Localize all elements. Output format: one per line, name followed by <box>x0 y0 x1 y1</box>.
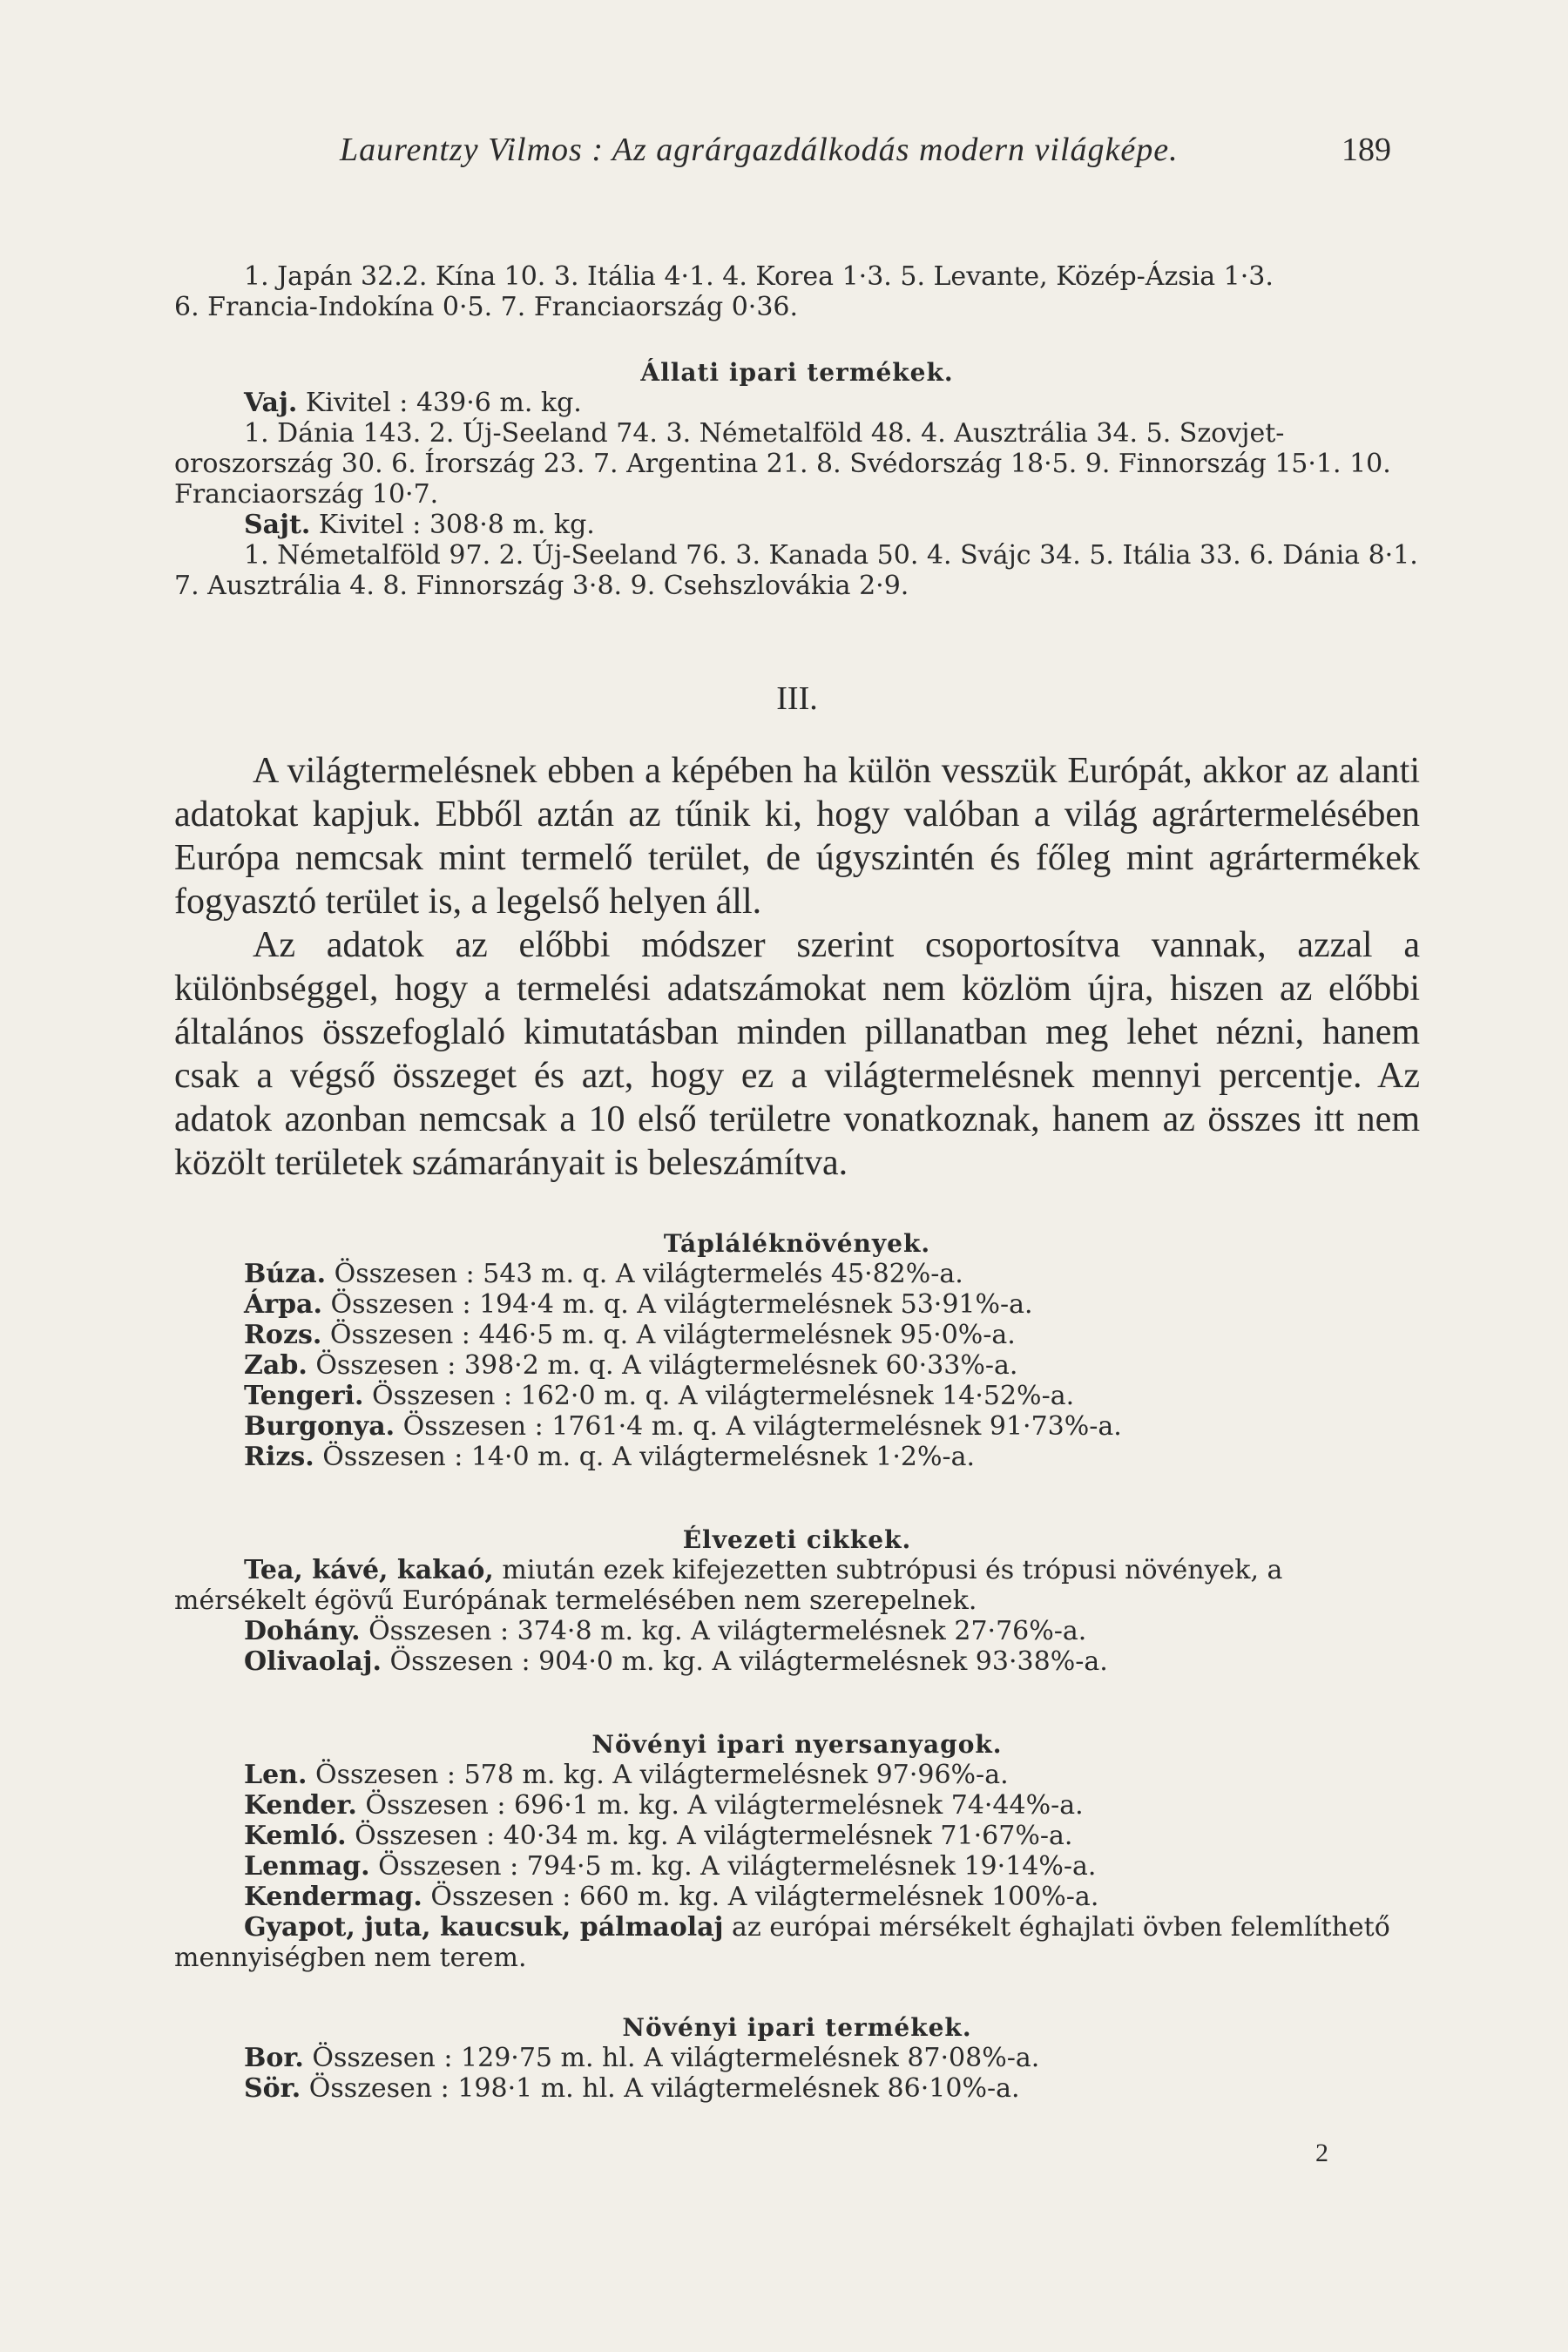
luxury-intro-text: miután ezek kifejezetten subtrópusi és trópusi növények, a mérsékelt égövű Európának termelésében nem szerepelnek. <box>174 1555 1283 1616</box>
plant-raw-row-label: Kendermag. <box>244 1882 422 1912</box>
food-row-text: Összesen : 194·4 m. q. A világtermelésnek 53·91%-a. <box>330 1289 1033 1320</box>
plant-products-row-text: Összesen : 129·75 m. hl. A világtermelésnek 87·08%-a. <box>312 2043 1040 2073</box>
food-row <box>174 1442 1420 1472</box>
sajt-line <box>174 510 1420 540</box>
food-row-text: Összesen : 1761·4 m. q. A világtermelésnek 91·73%-a. <box>402 1411 1122 1442</box>
animal-section <box>174 357 1420 601</box>
plant-raw-row-text: Összesen : 696·1 m. kg. A világtermelésnek 74·44%-a. <box>365 1790 1084 1821</box>
food-row-text: Összesen : 162·0 m. q. A világtermelésnek 14·52%-a. <box>372 1381 1075 1411</box>
food-row-label: Rozs. <box>244 1320 322 1350</box>
running-head: Laurentzy Vilmos : Az agrárgazdálkodás modern világképe. <box>340 132 1179 168</box>
top-list <box>174 261 1420 322</box>
food-row <box>174 1381 1420 1411</box>
plant-raw-note-label: Gyapot, juta, kaucsuk, pálmaolaj <box>244 1912 724 1943</box>
plant-products-heading: Növényi ipari termékek. <box>622 2013 972 2042</box>
luxury-intro <box>174 1555 1420 1616</box>
plant-products-section <box>174 2012 1420 2104</box>
food-row-text: Összesen : 543 m. q. A világtermelés 45·82%-a. <box>334 1259 963 1289</box>
top-list-line-2: 6. Francia-Indokína 0·5. 7. Franciaország 0·36. <box>174 292 799 322</box>
top-list-line-1: 1. Japán 32.2. Kína 10. 3. Itália 4·1. 4. Korea 1·3. 5. Levante, Közép-Ázsia 1·3. <box>244 261 1274 292</box>
plant-raw-row-label: Lenmag. <box>244 1851 370 1882</box>
plant-raw-section <box>174 1729 1420 1973</box>
plant-raw-row-text: Összesen : 794·5 m. kg. A világtermelésnek 19·14%-a. <box>378 1851 1097 1882</box>
plant-products-row-label: Bor. <box>244 2043 304 2073</box>
luxury-section <box>174 1524 1420 1677</box>
luxury-heading: Élvezeti cikkek. <box>682 1525 912 1554</box>
food-row <box>174 1289 1420 1320</box>
vaj-label: Vaj. <box>244 388 298 418</box>
luxury-row-text: Összesen : 374·8 m. kg. A világtermelésnek 27·76%-a. <box>368 1616 1087 1646</box>
plant-raw-row-label: Kemló. <box>244 1821 347 1851</box>
plant-raw-row <box>174 1790 1420 1821</box>
vaj-export: Kivitel : 439·6 m. kg. <box>305 388 582 418</box>
plant-raw-row <box>174 1851 1420 1882</box>
plant-raw-row-text: Összesen : 660 m. kg. A világtermelésnek 100%-a. <box>430 1882 1099 1912</box>
plant-products-row <box>174 2043 1420 2073</box>
food-row <box>174 1320 1420 1350</box>
plant-raw-row-label: Kender. <box>244 1790 357 1821</box>
luxury-row <box>174 1616 1420 1646</box>
food-row-label: Árpa. <box>244 1289 322 1320</box>
sajt-export: Kivitel : 308·8 m. kg. <box>318 510 595 540</box>
plant-raw-row-text: Összesen : 40·34 m. kg. A világtermelésnek 71·67%-a. <box>355 1821 1073 1851</box>
luxury-row-text: Összesen : 904·0 m. kg. A világtermelésnek 93·38%-a. <box>389 1646 1108 1677</box>
luxury-row <box>174 1646 1420 1677</box>
food-row-label: Rizs. <box>244 1442 314 1472</box>
section-body <box>174 749 1420 1185</box>
food-row-text: Összesen : 446·5 m. q. A világtermelésnek 95·0%-a. <box>329 1320 1016 1350</box>
plant-raw-heading: Növényi ipari nyersanyagok. <box>591 1730 1003 1759</box>
plant-products-row-text: Összesen : 198·1 m. hl. A világtermelésnek 86·10%-a. <box>308 2073 1020 2104</box>
food-row-text: Összesen : 14·0 m. q. A világtermelésnek 1·2%-a. <box>322 1442 976 1472</box>
plant-raw-row <box>174 1760 1420 1790</box>
plant-raw-row-label: Len. <box>244 1760 308 1790</box>
section-paragraph-1: A világtermelésnek ebben a képében ha külön vesszük Európát, akkor az alanti adatokat kapjuk. Ebből aztán az tűnik ki, hogy valóban a világ agrártermelésében Európa nemcsak mint termelő terület, de úgyszintén és főleg mint agrártermékek fogyasztó terület is, a legelső helyen áll. <box>174 751 1420 922</box>
plant-raw-note-text: az európai mérsékelt éghajlati övben felemlíthető mennyiségben nem terem. <box>174 1912 1390 1973</box>
sajt-label: Sajt. <box>244 510 311 540</box>
food-row-label: Burgonya. <box>244 1411 395 1442</box>
signature-mark: 2 <box>1315 2139 1328 2167</box>
plant-raw-row-text: Összesen : 578 m. kg. A világtermelésnek 97·96%-a. <box>314 1760 1009 1790</box>
plant-products-row-label: Sör. <box>244 2073 301 2104</box>
plant-products-row <box>174 2073 1420 2104</box>
luxury-intro-label: Tea, kávé, kakaó, <box>244 1555 494 1585</box>
food-row-text: Összesen : 398·2 m. q. A világtermelésnek 60·33%-a. <box>315 1350 1018 1381</box>
sajt-list: 1. Németalföld 97. 2. Új-Seeland 76. 3. Kanada 50. 4. Svájc 34. 5. Itália 33. 6. Dánia 8·1. 7. Ausztrália 4. 8. Finnország 3·8. 9. Csehszlovákia 2·9. <box>174 540 1418 601</box>
plant-raw-note <box>174 1912 1420 1973</box>
food-section <box>174 1228 1420 1472</box>
page-number: 189 <box>1342 132 1391 168</box>
food-row-label: Zab. <box>244 1350 308 1381</box>
vaj-line <box>174 388 1420 418</box>
food-row-label: Búza. <box>244 1259 327 1289</box>
luxury-row-label: Olivaolaj. <box>244 1646 382 1677</box>
food-row <box>174 1411 1420 1442</box>
section-paragraph-2: Az adatok az előbbi módszer szerint csoportosítva vannak, azzal a különbséggel, hogy a termelési adatszámokat nem közlöm újra, hiszen az előbbi általános összefoglaló kimutatásban minden pillanatban meg lehet nézni, hanem csak a végső összeget és azt, hogy ez a világtermelésnek mennyi percentje. Az adatok azonban nemcsak a 10 első területre vonatkoznak, hanem az összes itt nem közölt területek számarányait is beleszámítva. <box>174 925 1420 1183</box>
plant-raw-row <box>174 1821 1420 1851</box>
animal-heading: Állati ipari termékek. <box>640 358 954 387</box>
food-heading: Tápláléknövények. <box>663 1229 931 1258</box>
luxury-row-label: Dohány. <box>244 1616 361 1646</box>
food-row <box>174 1350 1420 1381</box>
food-row-label: Tengeri. <box>244 1381 364 1411</box>
vaj-list: 1. Dánia 143. 2. Új-Seeland 74. 3. Németalföld 48. 4. Ausztrália 34. 5. Szovjet-oroszország 30. 6. Írország 23. 7. Argentina 21. 8. Svédország 18·5. 9. Finnország 15·1. 10. Franciaország 10·7. <box>174 418 1391 510</box>
plant-raw-row <box>174 1882 1420 1912</box>
section-number: III. <box>776 680 818 717</box>
food-row <box>174 1259 1420 1289</box>
